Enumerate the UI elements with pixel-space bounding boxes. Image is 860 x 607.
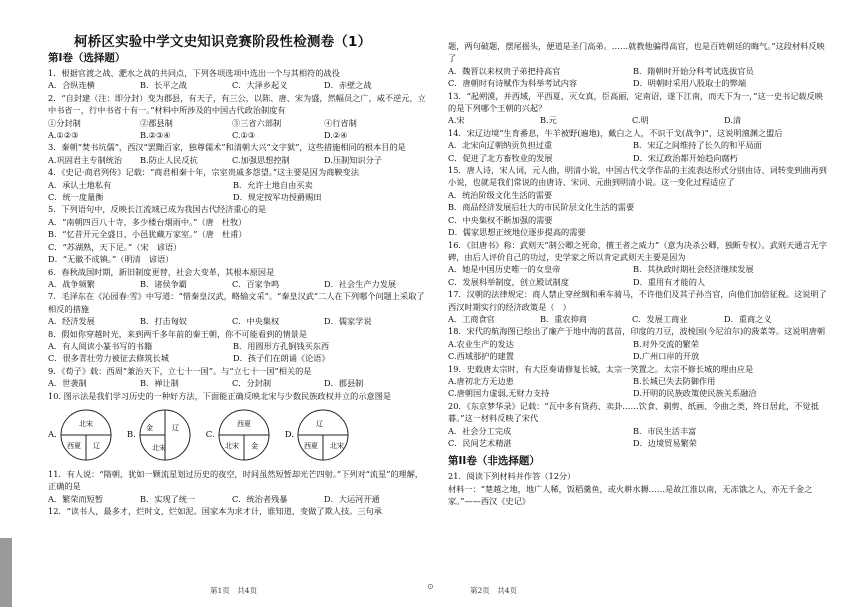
option-row	[448, 425, 828, 437]
option-text: A.农业生产的发达	[448, 338, 514, 349]
question-text: 18．宋代的航海图已绘出了廉产于地中海的菖苗，印度的刀豆，波棱国(今尼泊尔)的菠菜等。这说明唐朝	[448, 326, 826, 337]
option-row	[48, 117, 428, 129]
pie-diagram	[296, 408, 350, 462]
page-title: 柯桥区实验中学文史知识竞赛阶段性检测卷（1）	[74, 34, 372, 50]
option-text: B.防止人民反抗	[140, 154, 198, 165]
option-row	[448, 375, 828, 387]
question-text: 14．宋辽边境“生育番息，牛羊被野(遍地)，戴白之人，不识干戈(战争)”，这说明澶渊之盟后	[448, 127, 783, 138]
option-text: A．社会分工完成	[448, 425, 512, 436]
pie-region-label: 金	[250, 441, 258, 450]
option-row	[48, 340, 428, 352]
option-text: B.②③④	[140, 130, 171, 141]
option-text: C.①③	[232, 130, 256, 141]
option-text: C．分封制	[232, 378, 272, 389]
option-text: B．宋辽之间维持了长久的和平局面	[633, 140, 762, 151]
diagram-option	[206, 408, 271, 462]
option-text: A．经济发展	[48, 316, 95, 327]
option-row	[448, 152, 828, 164]
question-text: 3．秦朝“焚书坑儒”，西汉“罢黜百家，独尊儒术”和清朝大兴“文字狱”，这些措施相同的根本目的是	[48, 142, 406, 153]
option-text: C．促进了北方畜牧业的发展	[448, 152, 553, 163]
option-text: D.清	[724, 115, 742, 126]
option-text: B．允许土地自由买卖	[233, 179, 313, 190]
question-text: A．统治阶级文化生活的需要	[448, 189, 553, 200]
option-text: C．发展工商业	[632, 313, 688, 324]
option-text: A．世袭制	[48, 378, 87, 389]
option-text: B．实现了统一	[140, 493, 196, 504]
option-text: A．承认土地私有	[48, 179, 112, 190]
option-row	[48, 129, 428, 141]
question-text: 材料一：“楚越之地，地广人稀，饭稻羹鱼，或火耕水耨……是故江淮以南，无冻饿之人，亦无千金之家。”——西汉《史记》	[448, 483, 813, 507]
option-text: A.巩固君主专制统治	[48, 154, 123, 165]
option-text: A．工商食官	[448, 313, 495, 324]
question-text: 2．“自封建（注：即分封）变为郡县，有天子，有三公，以陈、唐、宋为盛，然幅员之广，咸不逆元，立中书省一，行中书省十有一。”材料中所涉及的中国古代政治制度有	[48, 92, 426, 116]
option-text: C．民间艺术精湛	[448, 438, 512, 448]
pie-region-label: 北宋	[329, 441, 344, 450]
option-text: B．其执政时期社会经济继续发展	[633, 264, 754, 275]
question-text: 6．春秋战国时期，新旧制度更替，社会大变革，其根本原因是	[48, 266, 275, 277]
diagram-option	[127, 408, 192, 462]
right-question-column	[448, 40, 828, 508]
option-row	[448, 114, 828, 126]
question-text: 题，两句破题，摆尾摇头，便道是圣门高弟。……就教他骗得高官，也是百姓朝廷的晦气。”这段材料反映了	[448, 41, 825, 64]
option-text: D．儒家学说	[324, 316, 372, 327]
diagram-option	[48, 408, 113, 462]
pie-region-label: 西夏	[303, 441, 318, 450]
option-text: ③三省六部制	[232, 117, 282, 128]
diagram-option-letter: A.	[48, 429, 57, 440]
map-diagram-options	[48, 405, 428, 465]
option-text: A.①②③	[48, 130, 79, 141]
diagram-option-letter: D.	[284, 429, 294, 440]
option-text: C.加强思想控制	[232, 154, 290, 165]
option-row	[448, 313, 828, 325]
option-text: D．社会生产力发展	[324, 278, 397, 289]
pie-region-label: 西夏	[236, 419, 251, 428]
question-text: 19．史载唐太宗时，有大臣奏请修复长城，太宗一笑置之。太宗不修长城的理由应是	[448, 363, 754, 374]
option-text: D．明朝时采用八股取士的弊端	[633, 78, 747, 89]
option-text: D.压制知识分子	[324, 154, 382, 165]
option-text: ②郡县制	[140, 117, 173, 128]
option-text: B．诸侯争霸	[140, 278, 187, 289]
option-row	[448, 276, 828, 288]
binding-margin-strip	[0, 538, 12, 607]
option-text: D.②④	[324, 130, 348, 141]
option-text: D．郡县制	[324, 378, 364, 389]
pie-diagram	[59, 408, 113, 462]
question-text: 17．汉朝的法律规定：商人禁止穿丝绸和乘车骑马，不许他们及其子孙当官，向他们加倍征税。这说明了西汉时期实行的经济政策是（ ）	[448, 289, 827, 312]
option-text: A．有人阅读小篆书写的书籍	[48, 340, 153, 351]
question-text: 8．假如你穿越时光，来到两千多年前的秦王朝，你不可能看到的情景是	[48, 328, 308, 339]
option-text: A．战争频繁	[48, 278, 95, 289]
option-row	[448, 437, 828, 449]
option-text: D．重用有才能的人	[633, 276, 706, 287]
option-text: A．合纵连横	[48, 80, 95, 91]
option-text: B．禅让制	[140, 378, 179, 389]
left-question-column	[48, 50, 428, 518]
option-text: A．北宋向辽朝纳贡负担过重	[448, 140, 553, 151]
page-number-right: 第2页 共4页	[470, 586, 518, 595]
question-text: D．儒家思想正统地位逐步提高的需要	[448, 227, 586, 238]
option-text: C.明	[632, 115, 649, 126]
question-text: 16．《旧唐书》称：武则天“制公卿之死命，擅王者之威力”（意为决杀公卿，独断专权）。武则天通言无字碑，由后人评价自己的功过，史学家之所以肯定武则天主要是因为	[448, 239, 828, 262]
option-row	[448, 350, 828, 362]
option-row	[448, 139, 828, 151]
pie-diagram	[217, 408, 271, 462]
diagram-option-letter: C.	[205, 429, 215, 440]
option-row	[48, 191, 428, 203]
question-text: 11．有人说：“隋朝，犹如一颗流星划过历史的夜空，时间虽然短暂却光芒四射。”下列对“流星”的理解，正确的是	[48, 468, 424, 492]
option-row	[48, 278, 428, 290]
pie-region-label: 辽	[315, 419, 323, 428]
page-number-left: 第1页 共4页	[210, 586, 258, 595]
option-text: D．宋辽政治都开始趋向腐朽	[633, 152, 738, 163]
option-text: D．边境贸易繁荣	[633, 438, 697, 448]
option-row	[48, 154, 428, 166]
option-text: ④行省制	[324, 117, 357, 128]
option-text: B．用圆形方孔铜钱买东西	[233, 340, 330, 351]
option-text: C．统治者残暴	[232, 493, 288, 504]
option-row	[48, 79, 428, 91]
option-text: C．统一度量衡	[48, 192, 104, 203]
option-text: D.广州口岸的开放	[633, 351, 700, 362]
pie-region-label: 辽	[171, 423, 179, 432]
option-row	[448, 387, 828, 399]
question-text: 21．阅读下列材料并作答（12分）	[448, 471, 576, 482]
question-text: C．“苏湖熟，天下足。”（宋 谚语）	[48, 241, 182, 252]
option-text: A．她是中国历史唯一的女皇帝	[448, 264, 561, 275]
question-text: 9．《荀子》载：西周“兼治天下，立七十一国”。与“立七十一国”相关的是	[48, 365, 312, 376]
fold-mark-icon: ⊙	[427, 582, 434, 591]
option-text: C．百家争鸣	[232, 278, 280, 289]
question-text: 7．毛泽东在《沁园春·雪》中写道：“惜秦皇汉武，略输文采”。“秦皇汉武”二人在下列哪个问题上采取了相反的措施	[48, 291, 425, 314]
section-heading-choice: 第Ⅰ卷（选择题）	[48, 52, 126, 64]
question-text: 13．“起朔漠，并西域，平西夏，灭女真，臣高丽，定南诏，遂下江南，而天下为一，”这一史书记载反映的是下列哪个王朝的兴起？	[448, 90, 823, 114]
option-text: B．重农抑商	[540, 313, 587, 324]
question-text: 1．根据官渡之战、淝水之战的共同点，下列各项选项中选出一个与其相符的战役	[48, 68, 340, 78]
option-text: D．规定按军功授爵赐田	[233, 192, 322, 203]
diagram-option	[285, 408, 350, 462]
option-row	[448, 338, 828, 350]
pie-region-label: 北宋	[78, 419, 93, 428]
question-text: 20．《东京梦华录》记载：“瓦中多有货药、卖卦……饮食、剃剪、纸画、令曲之类，终日居此，不觉抵暮。”这一材料反映了宋代	[448, 400, 819, 424]
right-page	[430, 0, 860, 607]
question-text: 12．“读书人，最多才，烂时文，烂如泥。国家本为求才计，谁知道，变做了欺人技。三句承	[48, 506, 382, 517]
section-heading-nonchoice: 第II卷（非选择题）	[448, 455, 540, 468]
option-row	[48, 352, 428, 364]
question-text: 5．下列语句中，反映长江流域已成为我国古代经济重心的是	[48, 204, 267, 215]
option-row	[48, 377, 428, 389]
option-text: C.唐朝国力虚弱,无财力支持	[448, 388, 550, 399]
option-text: C．很多青壮劳力被征去修筑长城	[48, 353, 169, 364]
option-text: B．长平之战	[140, 80, 187, 91]
option-row	[48, 493, 428, 505]
question-text: 10. 图示法是我们学习历史的一种好方法，下面能正确反映北宋与少数民族政权并立的示意图是	[48, 390, 392, 401]
option-row	[448, 65, 828, 77]
pie-region-label: 辽	[92, 441, 100, 450]
option-text: A．繁荣而短暂	[48, 493, 104, 504]
option-row	[48, 315, 428, 327]
diagram-option-letter: B.	[126, 429, 136, 440]
question-text: A．“南朝四百八十寺，多少楼台烟雨中。”（唐 杜牧）	[48, 216, 247, 227]
option-text: B.对外交流的繁荣	[633, 338, 699, 349]
pie-region-label: 西夏	[66, 441, 81, 450]
option-text: D．赤壁之战	[324, 80, 372, 91]
option-text: A.唐初北方无边患	[448, 375, 514, 386]
question-text: 4．《史记·商君列传》记载：“商君相秦十年，宗室贵戚多怨望。”这主要是因为商鞅变法	[48, 167, 359, 178]
pie-region-label: 北宋	[151, 443, 166, 452]
pie-region-label: 金	[145, 423, 153, 432]
option-text: B.元	[540, 115, 557, 126]
option-text: B.长城已失去防御作用	[633, 375, 716, 386]
option-text: B．打击匈奴	[140, 316, 187, 327]
pie-diagram	[138, 408, 192, 462]
question-text: B．“忆昔开元全盛日，小邑犹藏万家室。”（唐 杜甫）	[48, 229, 247, 240]
pie-region-label: 北宋	[224, 441, 239, 450]
option-text: B．市民生活丰富	[633, 425, 697, 436]
question-text: C．中央集权不断加强的需要	[448, 214, 553, 225]
option-text: D.开明的民族政策使民族关系融洽	[633, 388, 757, 399]
option-text: C．大泽乡起义	[232, 80, 288, 91]
option-text: C．发展科举制度，创立殿试制度	[448, 276, 569, 287]
option-text: D．大运河开通	[324, 493, 380, 504]
option-text: D．重商之义	[724, 313, 772, 324]
question-text: D．“无徽不成镇。”（明清 谚语）	[48, 254, 174, 265]
option-row	[448, 263, 828, 275]
option-text: ①分封制	[48, 117, 81, 128]
option-text: C．中央集权	[232, 316, 280, 327]
option-text: C．唐朝时有诗赋作为科举考试内容	[448, 78, 578, 89]
option-row	[448, 77, 828, 89]
option-text: A.宋	[448, 115, 465, 126]
option-text: A．魏晋以来权贵子弟把持高官	[448, 65, 561, 76]
option-text: D．孩子们在朗诵《论语》	[233, 353, 330, 364]
question-text: 15．唐人诗，宋人词，元人曲，明清小说，中国古代文学作品的主流表达形式分别由诗、词转变到曲再到小说，也就是我们常说的由唐诗、宋词、元曲到明清小说。这一变化过程适应了	[448, 165, 827, 188]
option-text: B．隋朝时开始分科考试选拔官员	[633, 65, 754, 76]
option-text: C.西域那护的建置	[448, 351, 514, 362]
option-row	[48, 179, 428, 191]
question-text: B．商品经济发展后壮大的市民阶层文化生活的需要	[448, 202, 635, 213]
